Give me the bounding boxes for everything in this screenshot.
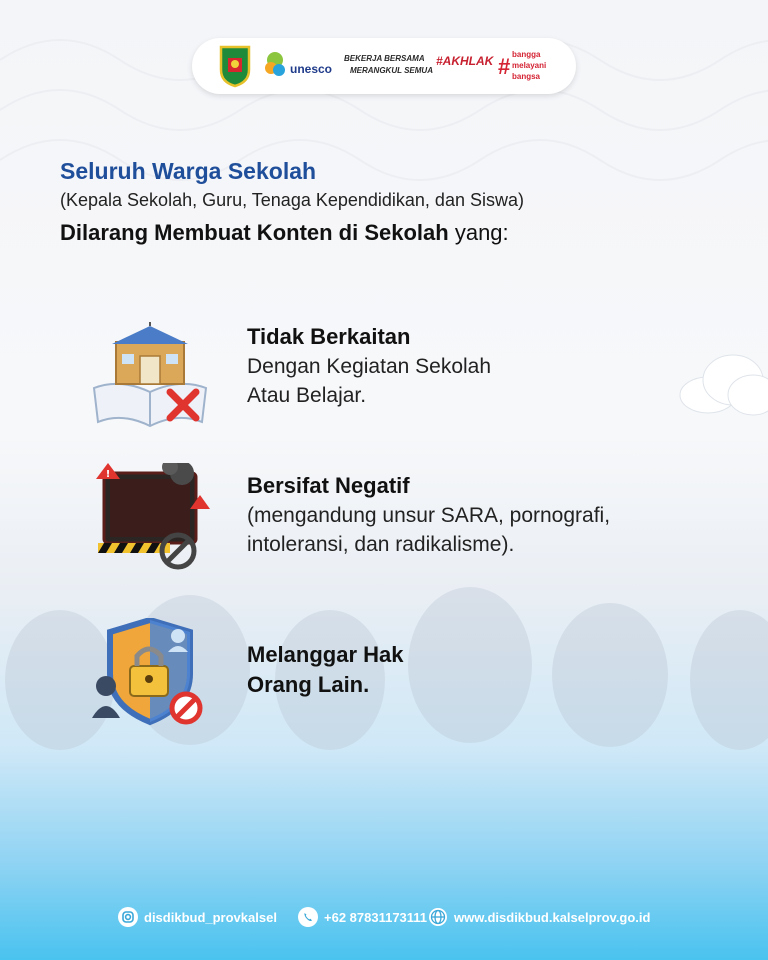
bangga-line-3: bangsa [512,72,541,81]
negative-screen-warning-icon [90,463,210,573]
heading-rule-rest: yang: [448,220,509,245]
instagram-handle: disdikbud_provkalsel [144,909,277,925]
item-text-negative [247,471,717,559]
logo-bar [192,38,576,94]
item-text-unrelated [247,322,717,410]
heading-rule [60,216,720,250]
item-desc-line: Dengan Kegiatan Sekolah [247,355,492,378]
item-text-rights [247,640,717,700]
item-title: Bersifat Negatif [247,473,410,498]
instagram-icon [118,907,138,927]
shield-lock-privacy-icon [90,618,210,728]
item-title-line: Melanggar Hak [247,642,404,667]
akhlak-label: #AKHLAK [436,54,494,68]
hash-icon: # [498,54,511,79]
whatsapp-icon [298,907,318,927]
footer-phone[interactable] [298,902,427,932]
bekerja-line-2: MERANGKUL SEMUA [350,66,433,75]
provincial-crest-icon [218,44,252,88]
item-desc-line: intoleransi, dan radikalisme). [247,533,515,556]
footer-website[interactable] [428,902,650,932]
item-desc-line: (mengandung unsur SARA, pornografi, [247,504,611,527]
bangga-melayani-bangsa-logo [498,48,562,86]
unesco-label: unesco [290,62,333,76]
unesco-logo [262,48,342,84]
bangga-line-2: melayani [512,61,547,70]
website-url: www.disdikbud.kalselprov.go.id [454,909,651,925]
phone-number: +62 87831173111 [324,909,428,925]
svg-text:!: ! [105,469,111,480]
school-book-cross-icon [90,322,210,432]
item-desc-line: Atau Belajar. [247,384,367,407]
heading-title: Seluruh Warga Sekolah [60,158,317,184]
bekerja-line-1: BEKERJA BERSAMA [344,54,425,63]
footer-contacts [0,902,768,932]
globe-icon [428,907,448,927]
heading [60,156,720,250]
heading-subtitle: (Kepala Sekolah, Guru, Tenaga Kependidikan, dan Siswa) [60,190,524,210]
item-title: Tidak Berkaitan [247,324,411,349]
bangga-line-1: bangga [512,50,541,59]
footer-instagram[interactable] [118,902,277,932]
bekerja-bersama-logo [344,50,433,82]
item-title-line: Orang Lain. [247,672,370,697]
akhlak-logo [424,48,496,84]
heading-rule-bold: Dilarang Membuat Konten di Sekolah [60,220,449,245]
